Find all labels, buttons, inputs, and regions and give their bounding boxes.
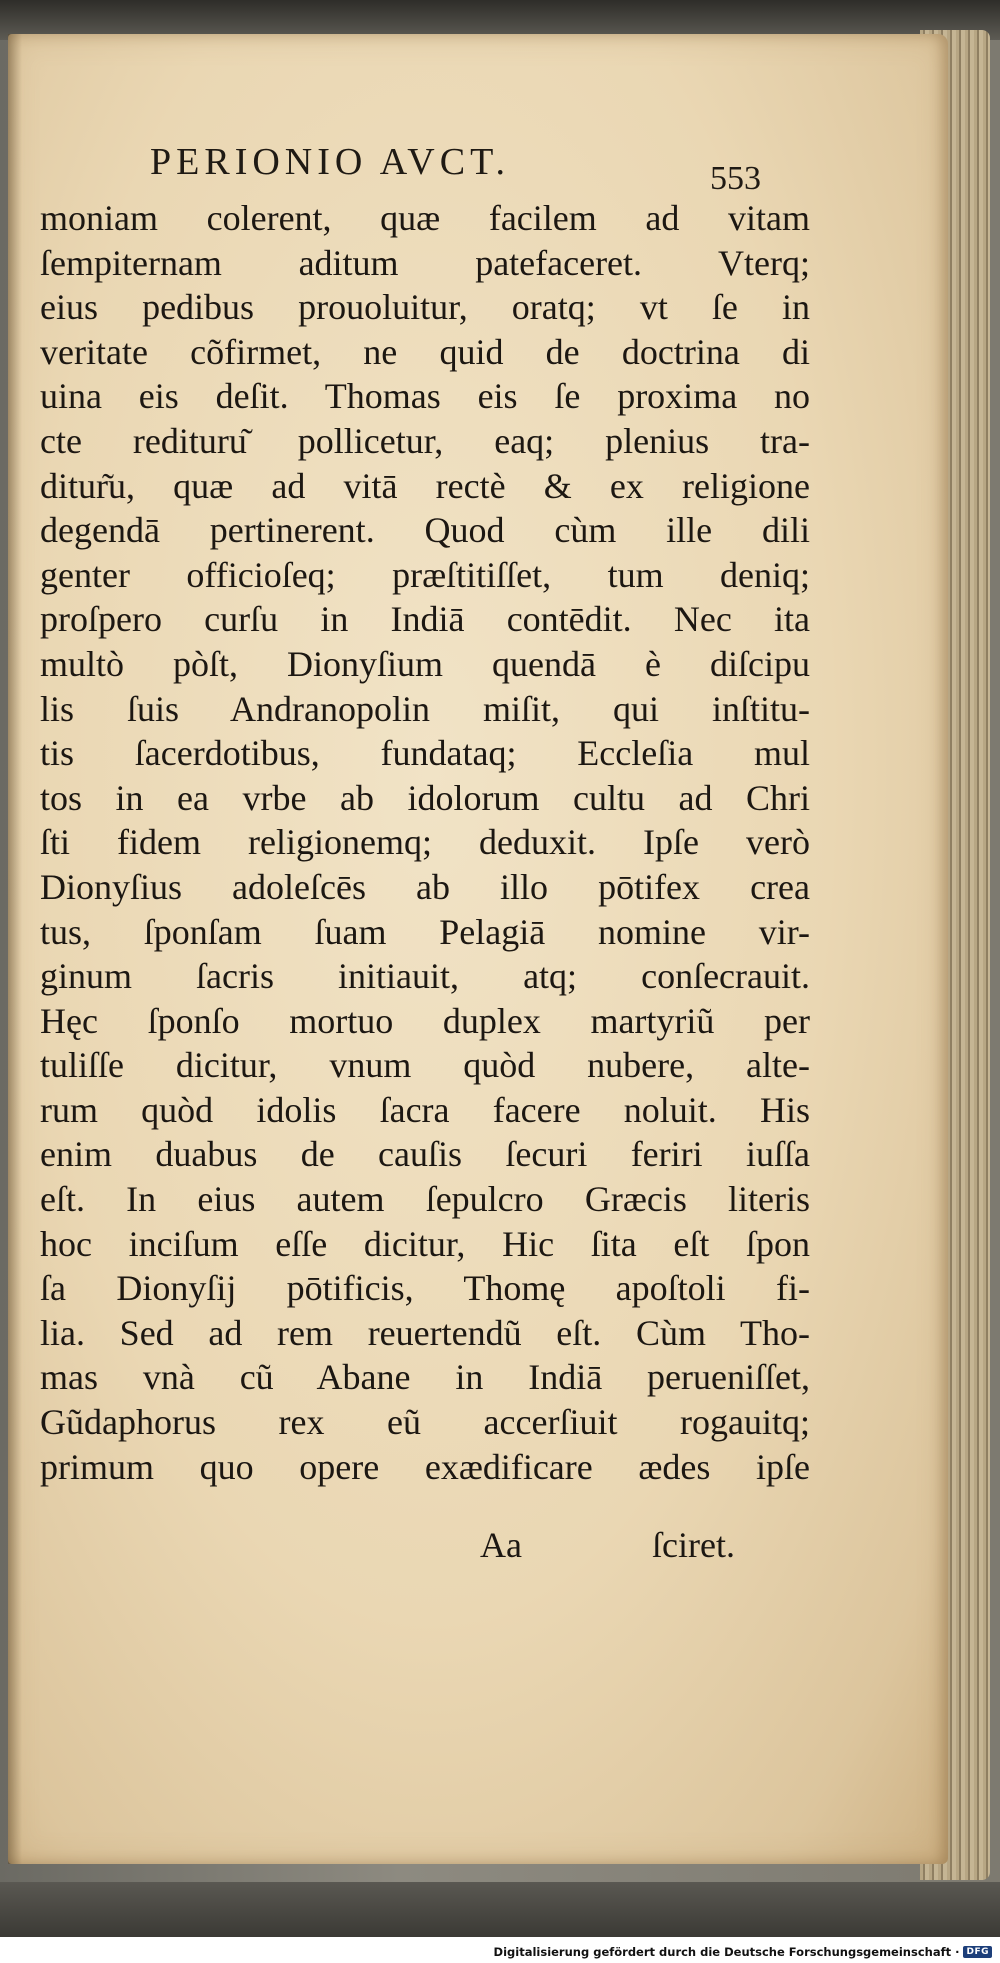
text-line: uina eis deſit. Thomas eis ſe proxima no: [40, 376, 810, 417]
credit-strip: [0, 1937, 1000, 1963]
text-line: tus, ſponſam ſuam Pelagiā nomine vir-: [40, 911, 810, 952]
page-number: 553: [710, 160, 761, 197]
text-line: Dionyſius adoleſcēs ab illo pōtifex crea: [40, 866, 810, 907]
book-bottom-edge: [0, 1882, 1000, 1937]
text-line: mas vnà cũ Abane in Indiā perueniſſet,: [40, 1357, 810, 1398]
text-line: tis ſacerdotibus, fundataq; Eccleſia mul: [40, 733, 810, 774]
credit-text: Digitalisierung gefördert durch die Deutsche Forschungsgemeinschaft ·: [493, 1945, 960, 1959]
text-line: ſti fidem religionemq; deduxit. Ipſe verò: [40, 822, 810, 863]
text-line: hoc inciſum eſſe dicitur, Hic ſita eſt ſpon: [40, 1223, 810, 1264]
page-footer: [40, 1524, 810, 1568]
text-line: ginum ſacris initiauit, atq; conſecrauit.: [40, 956, 810, 997]
credit-line: [494, 1945, 992, 1959]
text-line: ſa Dionyſij pōtificis, Thomę apoſtoli fi-: [40, 1268, 810, 1309]
text-line: eſt. In eius autem ſepulcro Græcis literis: [40, 1179, 810, 1220]
text-line: lia. Sed ad rem reuertendũ eſt. Cùm Tho-: [40, 1312, 810, 1353]
signature-mark: Aa: [480, 1525, 522, 1565]
text-line: veritate cõfirmet, ne quid de doctrina di: [40, 331, 810, 372]
text-line: ditur͂u, quæ ad vitā rectè & ex religione: [40, 465, 810, 506]
body-text: [40, 196, 810, 1489]
text-line: moniam colerent, quæ facilem ad vitam: [40, 198, 810, 238]
text-line: primum quo opere exædificare ædes ipſe: [40, 1446, 810, 1487]
text-line: tos in ea vrbe ab idolorum cultu ad Chri: [40, 777, 810, 818]
text-line: genter officioſeq; præſtitiſſet, tum deniq;: [40, 554, 810, 595]
text-line: Gũdaphorus rex eũ accerſiuit rogauitq;: [40, 1402, 810, 1443]
text-line: eius pedibus prouoluitur, oratq; vt ſe in: [40, 287, 810, 328]
text-line: cte redituru͂ pollicetur, eaq; plenius tra-: [40, 420, 810, 461]
running-title: PERIONIO AVCT.: [150, 141, 510, 183]
text-line: proſpero curſu in Indiā contēdit. Nec ita: [40, 599, 810, 640]
page-gutter-shadow: [8, 34, 22, 1864]
dfg-logo-icon: DFG: [963, 1946, 992, 1958]
text-line: Hęc ſponſo mortuo duplex martyriũ per: [40, 1000, 810, 1041]
running-head: [150, 140, 770, 197]
text-line: rum quòd idolis ſacra facere noluit. His: [40, 1089, 810, 1130]
text-line: enim duabus de cauſis ſecuri feriri iuſſa: [40, 1134, 810, 1175]
text-line: tuliſſe dicitur, vnum quòd nubere, alte-: [40, 1045, 810, 1086]
text-line: degendā pertinerent. Quod cùm ille dili: [40, 510, 810, 551]
text-line: lis ſuis Andranopolin miſit, qui inſtitu-: [40, 688, 810, 729]
text-line: ſempiternam aditum patefaceret. Vterq;: [40, 242, 810, 283]
catchword: ſciret.: [652, 1525, 735, 1565]
text-line: multò pòſt, Dionyſium quendā è diſcipu: [40, 643, 810, 684]
